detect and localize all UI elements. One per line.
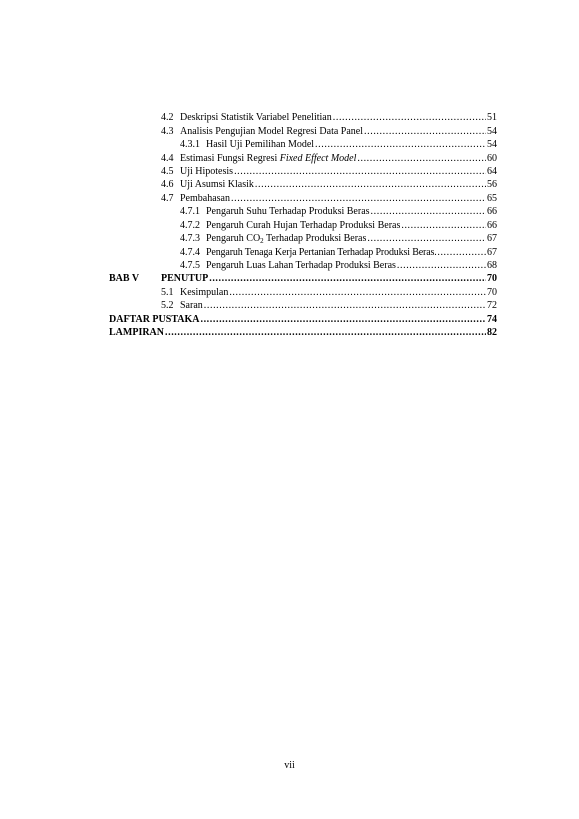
toc-entry-page: 67 <box>487 247 497 258</box>
toc-entry-page: 72 <box>487 300 497 311</box>
toc-entry-page: 68 <box>487 260 497 271</box>
toc-entry-title <box>180 152 356 165</box>
toc-entry-lampiran[interactable] <box>109 326 497 339</box>
toc-entry-daftar-pustaka[interactable] <box>109 313 497 326</box>
toc-entry-number: BAB V <box>109 273 140 284</box>
toc-entry-5-1[interactable] <box>161 286 497 299</box>
toc-entry-number: 4.7.4 <box>180 247 200 258</box>
dot-leader <box>364 125 486 138</box>
dot-leader <box>434 246 487 259</box>
toc-entry-page: 70 <box>487 287 497 298</box>
toc-entry-number: 4.7.5 <box>180 260 200 271</box>
toc-entry-title: Deskripsi Statistik Variabel Penelitian <box>180 112 332 123</box>
toc-entry-page: 60 <box>487 153 497 164</box>
dot-leader <box>231 192 486 205</box>
dot-leader <box>367 232 486 245</box>
toc-entry-4-7-3[interactable] <box>180 232 497 245</box>
toc-entry-title-italic: Fixed Effect Model <box>279 153 357 164</box>
toc-entry-number: 4.3.1 <box>180 139 200 150</box>
dot-leader <box>333 111 486 124</box>
toc-entry-4-2[interactable] <box>161 111 497 124</box>
toc-entry-page: 64 <box>487 166 497 177</box>
toc-entry-5-2[interactable] <box>161 299 497 312</box>
toc-entry-number: 4.7.3 <box>180 233 200 244</box>
toc-entry-page: 82 <box>487 327 497 338</box>
toc-entry-4-7[interactable] <box>161 192 497 205</box>
toc-entry-bab-v[interactable] <box>109 272 497 285</box>
toc-entry-4-3[interactable] <box>161 125 497 138</box>
dot-leader <box>229 286 486 299</box>
toc-entry-page: 54 <box>487 126 497 137</box>
toc-entry-number: 4.2 <box>161 112 174 123</box>
toc-entry-title-text: Estimasi Fungsi Regresi <box>180 153 280 164</box>
subscript-text: 2 <box>260 237 264 245</box>
toc-entry-title: Uji Asumsi Klasik <box>180 179 254 190</box>
toc-entry-title-text: Terhadap Produksi Beras <box>263 233 367 244</box>
toc-entry-title: Uji Hipotesis <box>180 166 234 177</box>
dot-leader <box>397 259 486 272</box>
toc-entry-title: PENUTUP <box>161 273 209 284</box>
toc-entry-number: 4.4 <box>161 153 174 164</box>
toc-entry-title: Pengaruh Luas Lahan Terhadap Produksi Beras <box>206 260 396 271</box>
page-number: vii <box>284 760 295 771</box>
toc-entry-page: 66 <box>487 206 497 217</box>
toc-entry-number: 4.7.1 <box>180 206 200 217</box>
toc-entry-4-4[interactable] <box>161 152 497 165</box>
toc-entry-4-7-4[interactable] <box>180 246 497 259</box>
toc-entry-page: 51 <box>487 112 497 123</box>
toc-entry-page: 56 <box>487 179 497 190</box>
dot-leader <box>401 219 486 232</box>
toc-entry-title: Analisis Pengujian Model Regresi Data Panel <box>180 126 364 137</box>
toc-entry-number: 4.7 <box>161 193 174 204</box>
toc-entry-title <box>206 232 366 245</box>
dot-leader <box>209 272 486 285</box>
toc-entry-number: 4.7.2 <box>180 220 200 231</box>
toc-entry-4-7-2[interactable] <box>180 219 497 232</box>
toc-entry-4-6[interactable] <box>161 178 497 191</box>
dot-leader <box>255 178 486 191</box>
toc-entry-4-3-1[interactable] <box>180 138 497 151</box>
dot-leader <box>204 299 486 312</box>
toc-entry-number: 4.3 <box>161 126 174 137</box>
toc-entry-page: 67 <box>487 233 497 244</box>
dot-leader <box>315 138 486 151</box>
dot-leader <box>234 165 486 178</box>
toc-entry-title: Saran <box>180 300 203 311</box>
toc-entry-page: 54 <box>487 139 497 150</box>
toc-entry-number: 5.2 <box>161 300 174 311</box>
toc-entry-4-7-1[interactable] <box>180 205 497 218</box>
toc-entry-4-5[interactable] <box>161 165 497 178</box>
toc-entry-4-7-5[interactable] <box>180 259 497 272</box>
dot-leader <box>371 205 486 218</box>
toc-entry-title: Hasil Uji Pemilihan Model <box>206 139 315 150</box>
toc-entry-title: LAMPIRAN <box>109 327 164 338</box>
toc-entry-page: 70 <box>487 273 497 284</box>
toc-entry-title: Pengaruh Curah Hujan Terhadap Produksi Beras <box>206 220 401 231</box>
dot-leader <box>200 313 486 326</box>
toc-entry-title: DAFTAR PUSTAKA <box>109 314 200 325</box>
toc-entry-title: Pembahasan <box>180 193 230 204</box>
toc-entry-number: 4.6 <box>161 179 174 190</box>
toc-entry-title: Pengaruh Tenaga Kerja Pertanian Terhadap Produksi Beras <box>206 247 435 258</box>
toc-entry-page: 66 <box>487 220 497 231</box>
toc-entry-number: 4.5 <box>161 166 174 177</box>
dot-leader <box>165 326 486 339</box>
toc-entry-title: Kesimpulan <box>180 287 229 298</box>
toc-entry-title: Pengaruh Suhu Terhadap Produksi Beras <box>206 206 370 217</box>
toc-entry-title-text: Pengaruh CO <box>206 233 261 244</box>
dot-leader <box>357 152 486 165</box>
toc-entry-page: 65 <box>487 193 497 204</box>
toc-entry-number: 5.1 <box>161 287 174 298</box>
toc-entry-page: 74 <box>487 314 497 325</box>
